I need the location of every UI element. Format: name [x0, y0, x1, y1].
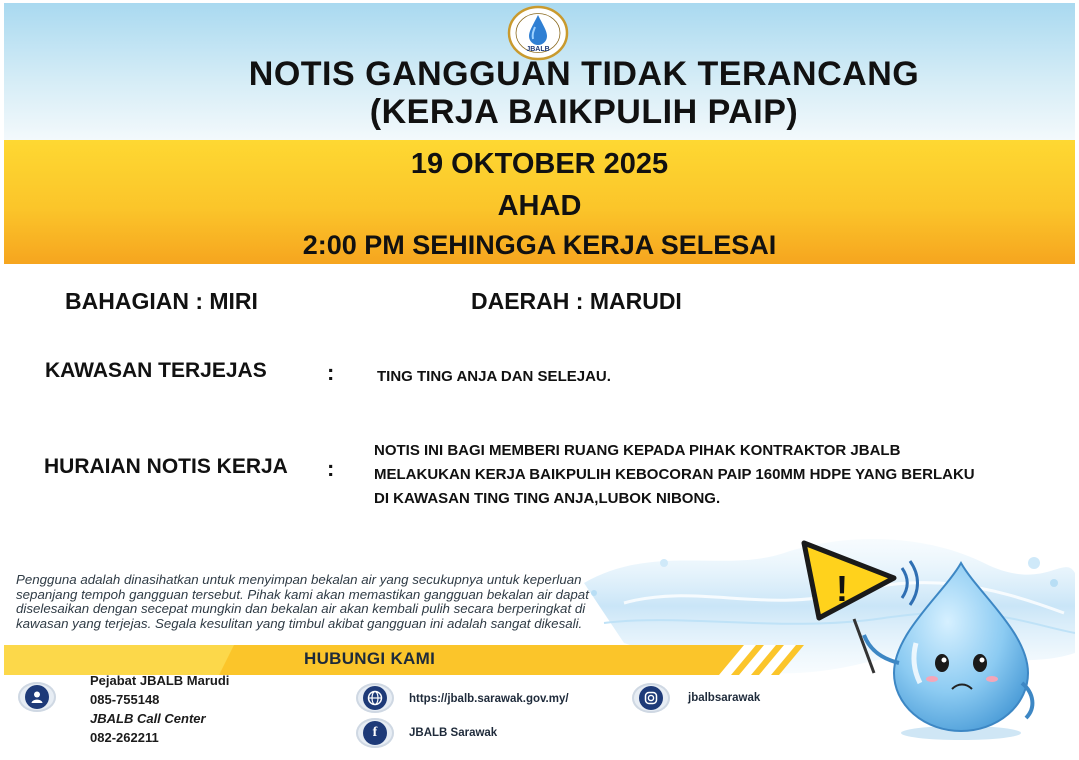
huraian-line: MELAKUKAN KERJA BAIKPULIH KEBOCORAN PAIP 160MM HDPE YANG BERLAKU: [374, 466, 975, 483]
notice-poster: [4, 3, 1075, 756]
instagram-icon: [632, 683, 670, 713]
huraian-label: HURAIAN NOTIS KERJA: [44, 455, 288, 478]
huraian-text: [374, 439, 975, 511]
kawasan-label: KAWASAN TERJEJAS: [45, 359, 267, 382]
advice-line: diselesaikan dengan secepat mungkin dan bekalan air akan kembali pulih secara berperingkat di: [16, 601, 586, 616]
website-link[interactable]: https://jbalb.sarawak.gov.my/: [409, 693, 569, 705]
person-icon: [18, 682, 56, 712]
huraian-line: DI KAWASAN TING TING ANJA,LUBOK NIBONG.: [374, 490, 721, 507]
facebook-link[interactable]: JBALB Sarawak: [409, 727, 498, 739]
notice-title: NOTIS GANGGUAN TIDAK TERANCANG: [248, 55, 920, 93]
facebook-icon: f: [356, 718, 394, 748]
svg-text:!: !: [836, 568, 848, 609]
schedule-time: 2:00 PM SEHINGGA KERJA SELESAI: [302, 230, 777, 260]
office-phone: 085-755148: [90, 692, 160, 707]
call-center-phone: 082-262211: [90, 730, 159, 745]
schedule-day: AHAD: [497, 190, 582, 222]
globe-icon: [356, 683, 394, 713]
jbalb-logo: [507, 5, 569, 61]
advice-line: kawasan yang terjejas. Segala kesulitan yang timbul akibat gangguan ini adalah sangat dikesali.: [16, 615, 583, 631]
kawasan-value: TING TING ANJA DAN SELEJAU.: [377, 368, 611, 385]
kawasan-colon: :: [327, 360, 335, 385]
bahagian-label: BAHAGIAN : MIRI: [65, 288, 258, 314]
advice-line: sepanjang tempoh gangguan tersebut. Pihak kami akan memastikan gangguan bekalan air dapat: [16, 586, 589, 602]
advice-paragraph: [16, 573, 776, 631]
huraian-colon: :: [327, 456, 335, 481]
call-center-name: JBALB Call Center: [90, 711, 206, 726]
daerah-label: DAERAH : MARUDI: [471, 288, 682, 314]
logo-text: JBALB: [526, 46, 550, 53]
huraian-line: NOTIS INI BAGI MEMBERI RUANG KEPADA PIHAK KONTRAKTOR JBALB: [374, 442, 901, 459]
instagram-link[interactable]: jbalbsarawak: [688, 692, 761, 704]
advice-line: Pengguna adalah dinasihatkan untuk menyimpan bekalan air yang secukupnya untuk keperluan: [16, 572, 582, 587]
contact-title: HUBUNGI KAMI: [304, 649, 436, 668]
schedule-date: 19 OKTOBER 2025: [410, 148, 669, 180]
notice-subtitle: (KERJA BAIKPULIH PAIP): [369, 93, 799, 131]
office-name: Pejabat JBALB Marudi: [90, 673, 230, 688]
schedule-band: [4, 140, 1075, 264]
